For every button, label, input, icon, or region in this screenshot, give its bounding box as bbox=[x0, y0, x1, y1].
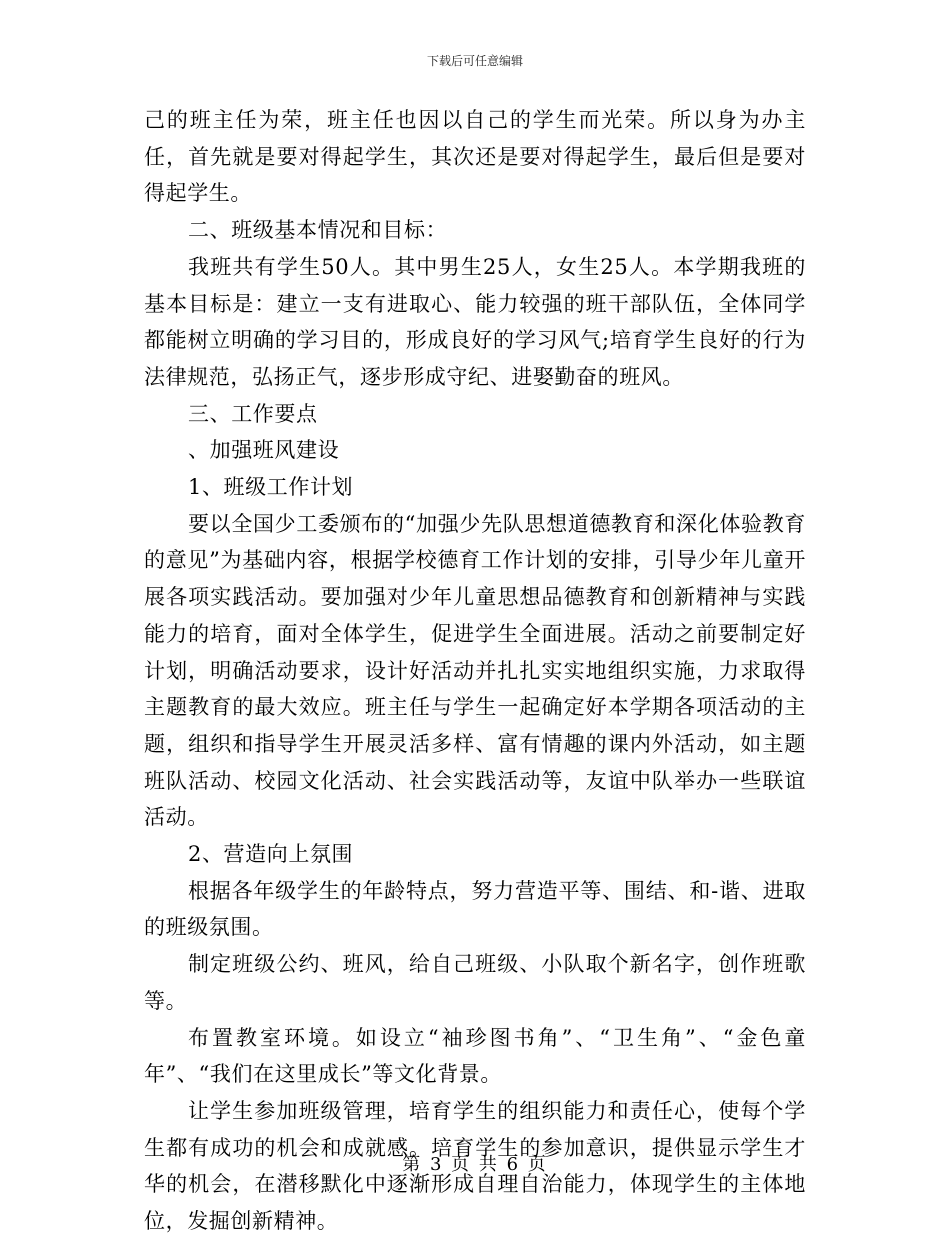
paragraph: 制定班级公约、班风，给自己班级、小队取个新名字，创作班歌等。 bbox=[144, 952, 806, 1013]
paragraph: 根据各年级学生的年龄特点，努力营造平等、围结、和-谐、进取的班级氛围。 bbox=[144, 878, 806, 940]
paragraph: 要以全国少工委颁布的“加强少先队思想道德教育和深化体验教育的意见”为基础内容，根据学校德育工作计划的安排，引导少年儿童开展各项实践活动。要加强对少年儿童思想品德教育和创新精神与实践能力的培育，面对全体学生，促进学生全面进展。活动之前要制定好计划，明确活动要求，设计好活动并扎扎实实地组织实施，力求取得主题教育的最大效应。班主任与学生一起确定好本学期各项活动的主题，组织和指导学生开展灵活多样、富有情趣的课内外活动，如主题班队活动、校园文化活动、社会实践活动等，友谊中队举办一些联谊活动。 bbox=[144, 511, 806, 830]
sub-heading: 、加强班风建设 bbox=[188, 438, 340, 463]
sub-heading: 2、营造向上氛围 bbox=[188, 842, 354, 867]
section-heading: 三、工作要点 bbox=[188, 401, 318, 426]
section-heading: 二、班级基本情况和目标： bbox=[188, 218, 448, 243]
page-footer: 第 3 页 共 6 页 bbox=[402, 1154, 548, 1175]
sub-heading: 1、班级工作计划 bbox=[188, 475, 354, 500]
document-body bbox=[144, 102, 806, 1240]
page-header: 下载后可任意编辑 bbox=[426, 54, 523, 68]
paragraph: 我班共有学生50人。其中男生25人，女生25人。本学期我班的基本目标是：建立一支有进取心、能力较强的班干部队伍，全体同学都能树立明确的学习目的，形成良好的学习风气;培育学生良好的行为法律规范，弘扬正气，逐步形成守纪、进娶勤奋的班风。 bbox=[144, 254, 806, 389]
paragraph: 让学生参加班级管理，培育学生的组织能力和责任心，使每个学生都有成功的机会和成就感。培育学生的参加意识，提供显示学生才华的机会，在潜移默化中逐渐形成自理自治能力，体现学生的主体地位，发掘创新精神。 bbox=[144, 1098, 806, 1234]
paragraph: 己的班主任为荣，班主任也因以自己的学生而光荣。所以身为办主任，首先就是要对得起学生，其次还是要对得起学生，最后但是要对得起学生。 bbox=[144, 108, 806, 206]
paragraph: 布置教室环境。如设立“袖珍图书角”、“卫生角”、“金色童年”、“我们在这里成长”等文化背景。 bbox=[144, 1025, 806, 1087]
